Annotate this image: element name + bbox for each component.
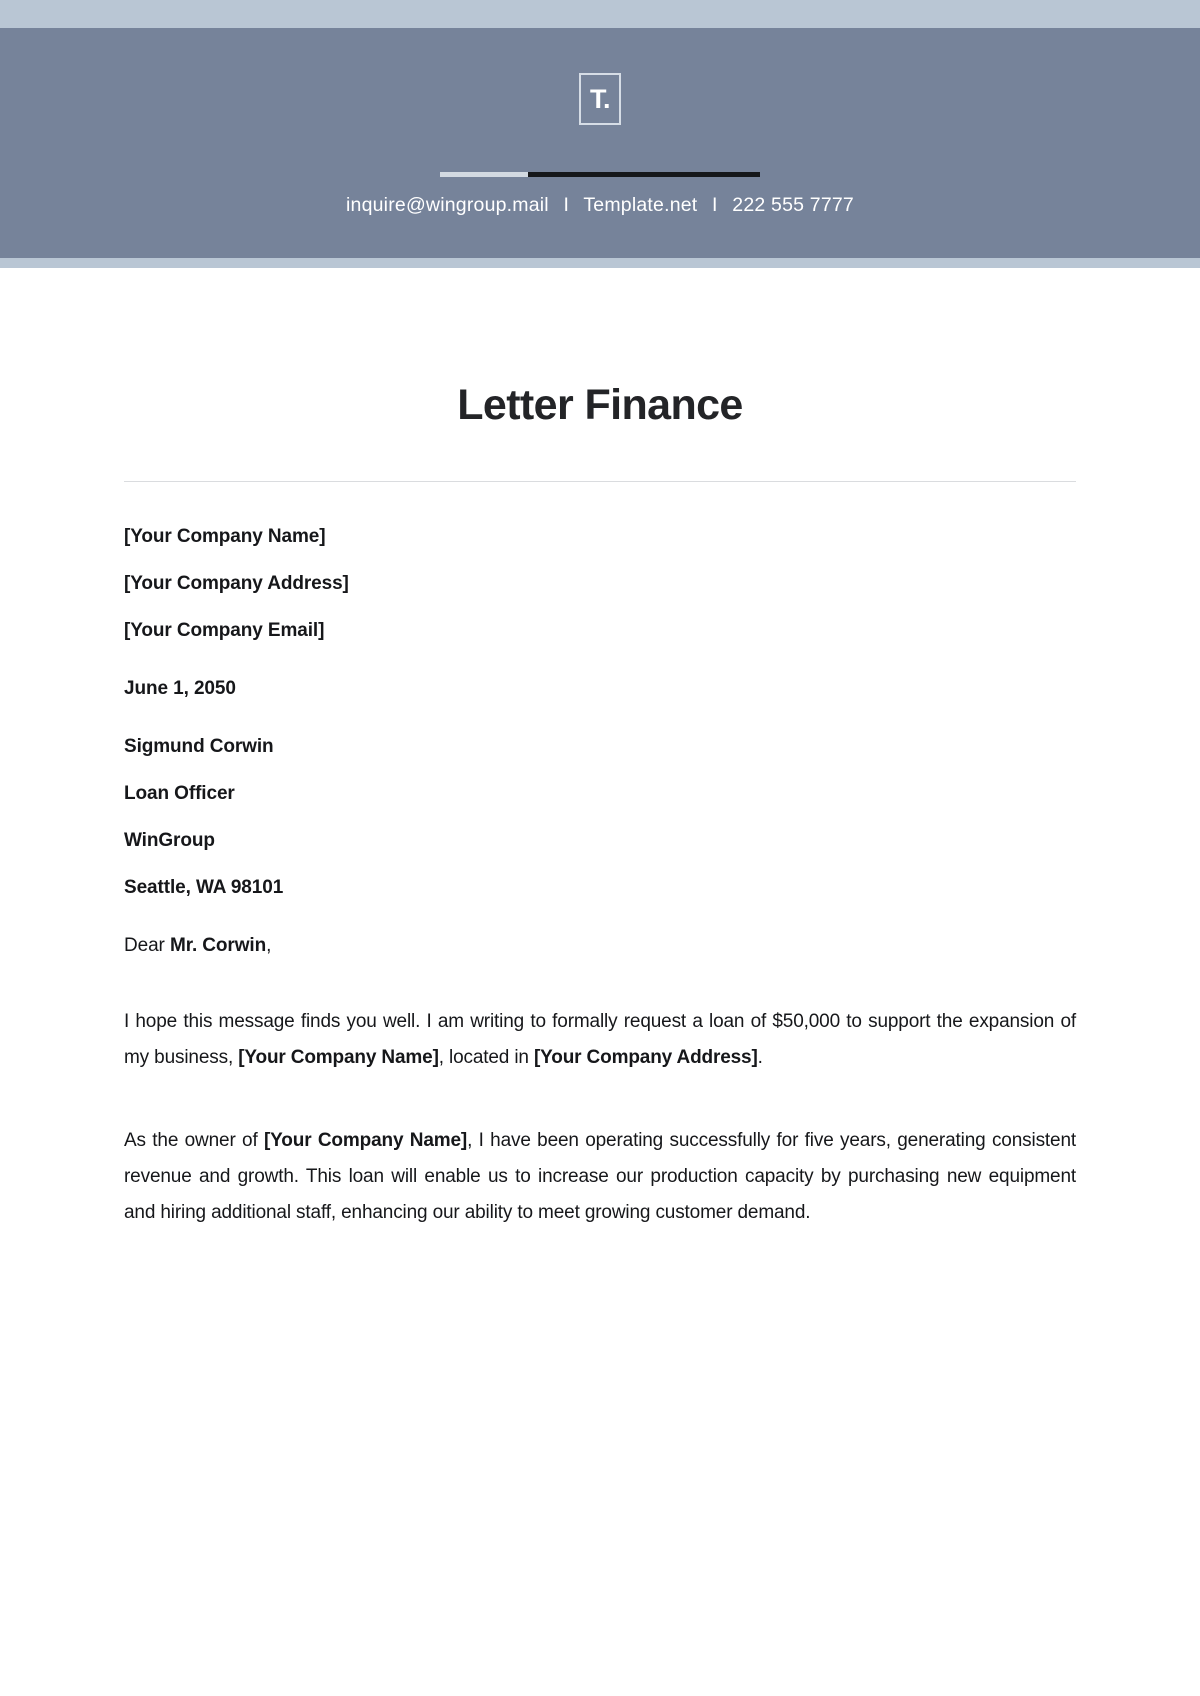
- contact-website: Template.net: [583, 194, 698, 216]
- contact-email: inquire@wingroup.mail: [346, 194, 549, 216]
- salutation: [124, 935, 1076, 957]
- date-block: [124, 678, 1076, 700]
- contact-separator-2: I: [712, 194, 718, 216]
- bottom-accent-band: [0, 258, 1200, 268]
- paragraph-1-text-3: .: [757, 1047, 763, 1068]
- divider-light-segment: [440, 172, 528, 177]
- sender-company-email: [Your Company Email]: [124, 620, 325, 641]
- salutation-suffix: ,: [266, 935, 272, 956]
- contact-phone: 222 555 7777: [732, 194, 854, 216]
- sender-company-name: [Your Company Name]: [124, 526, 326, 547]
- recipient-city-state-zip: Seattle, WA 98101: [124, 877, 284, 898]
- contact-line: [0, 194, 1200, 217]
- header-divider: [440, 172, 760, 177]
- brand-logo: [579, 73, 621, 125]
- paragraph-2-placeholder-company-name: [Your Company Name]: [264, 1130, 468, 1151]
- recipient-title: Loan Officer: [124, 783, 235, 804]
- salutation-name: Mr. Corwin: [169, 935, 267, 956]
- sender-company-address: [Your Company Address]: [124, 573, 349, 594]
- spacer-after-date: [124, 700, 1076, 736]
- body-paragraph-1: [124, 1004, 1076, 1076]
- letterhead-body: [0, 28, 1200, 258]
- logo-text: T.: [589, 83, 610, 114]
- letter-date: June 1, 2050: [124, 678, 236, 699]
- paragraph-1-text-2: , located in: [438, 1047, 534, 1068]
- paragraph-1-placeholder-company-address: [Your Company Address]: [533, 1047, 758, 1068]
- divider-dark-segment: [528, 172, 760, 177]
- letter-content: [0, 381, 1200, 1231]
- salutation-prefix: Dear: [124, 935, 170, 956]
- paragraph-1-placeholder-company-name: [Your Company Name]: [238, 1047, 439, 1068]
- contact-separator-1: I: [563, 194, 570, 216]
- letterhead: [0, 0, 1200, 268]
- top-accent-band: [0, 0, 1200, 28]
- recipient-block: [124, 736, 1076, 899]
- recipient-name: Sigmund Corwin: [124, 736, 274, 757]
- sender-block: [124, 526, 1076, 642]
- title-rule: [124, 481, 1076, 482]
- paragraph-2-text-1: As the owner of: [124, 1130, 264, 1151]
- spacer-after-sender: [124, 642, 1076, 678]
- recipient-company: WinGroup: [124, 830, 215, 851]
- body-paragraph-2: [124, 1123, 1076, 1231]
- page-title: Letter Finance: [457, 381, 743, 429]
- spacer-after-recipient: [124, 899, 1076, 935]
- paragraph-2-text-2: , I have been operating successfully for five years, generating consistent revenue and growth. This loan will enable us to increase our production capacity by purchasing new equipment and hiring additional staff, enhancing our ability to meet growing customer demand.: [124, 1130, 1077, 1223]
- paragraph-1-text-1: I hope this message finds you well. I am writing to formally request a loan of $50,000 to support the expansion of my business,: [124, 1011, 1076, 1068]
